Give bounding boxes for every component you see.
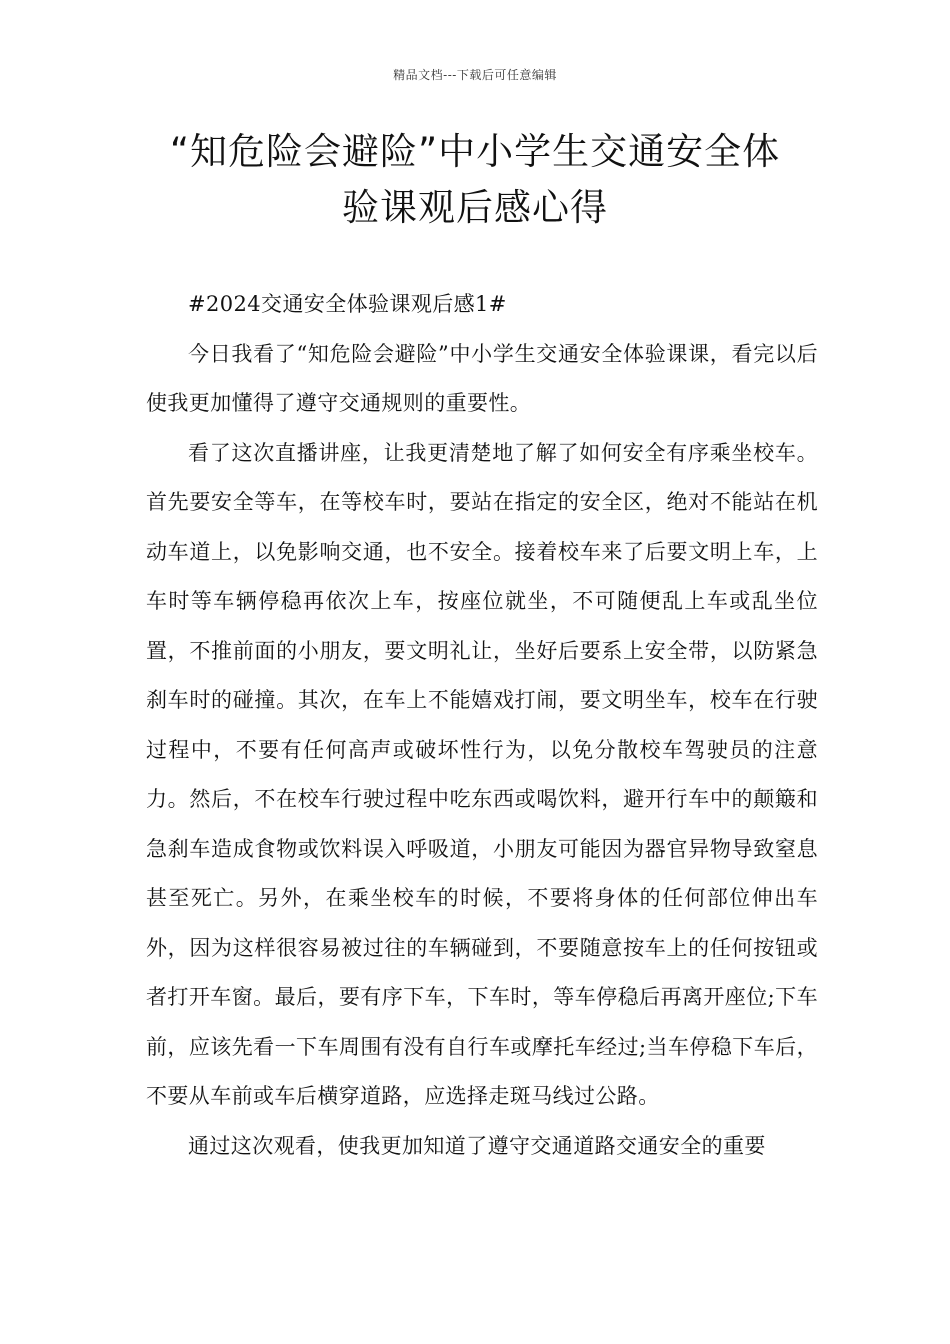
paragraph: 看了这次直播讲座，让我更清楚地了解了如何安全有序乘坐校车。首先要安全等车，在等校车时，要站在指定的安全区，绝对不能站在机动车道上，以免影响交通，也不安全。接着校车来了后要文明上车，上车时等车辆停稳再依次上车，按座位就坐，不可随便乱上车或乱坐位置，不推前面的小朋友，要文明礼让，坐好后要系上安全带，以防紧急刹车时的碰撞。其次，在车上不能嬉戏打闹，要文明坐车，校车在行驶过程中，不要有任何高声或破坏性行为，以免分散校车驾驶员的注意力。然后，不在校车行驶过程中吃东西或喝饮料，避开行车中的颠簸和急刹车造成食物或饮料误入呼吸道，小朋友可能因为器官异物导致窒息甚至死亡。另外，在乘坐校车的时候，不要将身体的任何部位伸出车外，因为这样很容易被过往的车辆碰到，不要随意按车上的任何按钮或者打开车窗。最后，要有序下车，下车时，等车停稳后再离开座位;下车前，应该先看一下车周围有没有自行车或摩托车经过;当车停稳下车后，不要从车前或车后横穿道路，应选择走斑马线过公路。 bbox=[146, 440, 818, 1108]
header-note: 精品文档---下载后可任意编辑 bbox=[393, 68, 557, 82]
document-body bbox=[146, 280, 818, 1171]
paragraph: 今日我看了“知危险会避险”中小学生交通安全体验课课，看完以后使我更加懂得了遵守交通规则的重要性。 bbox=[146, 341, 818, 415]
paragraph: 通过这次观看，使我更加知道了遵守交通道路交通安全的重要 bbox=[188, 1133, 766, 1158]
document-title bbox=[130, 124, 820, 236]
title-line-1: “知危险会避险”中小学生交通安全体 bbox=[169, 130, 781, 173]
section-heading: #2024交通安全体验课观后感1# bbox=[188, 292, 507, 316]
title-line-2: 验课观后感心得 bbox=[342, 186, 608, 229]
